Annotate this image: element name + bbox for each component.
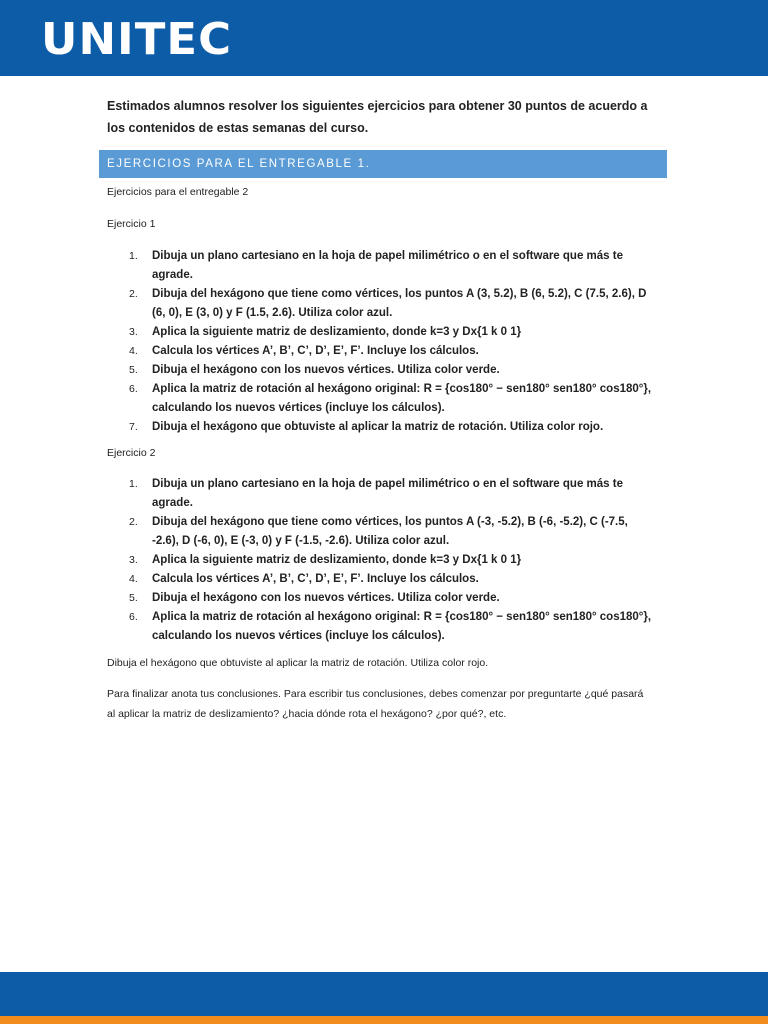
intro-text: Estimados alumnos resolver los siguientes ejercicios para obtener 30 puntos de acuerdo a los contenidos de estas semanas del curso. [107,99,648,135]
list-item: 6. Aplica la matriz de rotación al hexágono original: R = {cos180° − sen180° sen180° cos180°}, calculando los nuevos vértices (incluye los cálculos). [129,383,652,414]
subtitle: Ejercicios para el entregable 2 [107,186,249,198]
unitec-logo: UNITEC [41,14,233,65]
list-item: 4. Calcula los vértices A’, B’, C’, D’, E’, F’. Incluye los cálculos. [129,345,479,357]
list-item: 2. Dibuja del hexágono que tiene como vértices, los puntos A (-3, -5.2), B (-6, -5.2), C (-7.5, -2.6), D (-6, 0), E (-3, 0) y F (-1.5, -2.6). Utiliza color azul. [129,516,628,547]
closing-line: Dibuja el hexágono que obtuviste al aplicar la matriz de rotación. Utiliza color rojo. [107,657,489,669]
ejercicio-1-label: Ejercicio 1 [107,218,156,230]
list-item: 4. Calcula los vértices A’, B’, C’, D’, E’, F’. Incluye los cálculos. [129,573,479,585]
list-item: 1. Dibuja un plano cartesiano en la hoja de papel milimétrico o en el software que más te agrade. [129,250,623,281]
footer-accent-stripe [0,1016,768,1024]
list-item: 1. Dibuja un plano cartesiano en la hoja de papel milimétrico o en el software que más te agrade. [129,478,623,509]
ejercicio-1-list [107,247,652,437]
ejercicio-2-label: Ejercicio 2 [107,447,156,459]
list-item: 3. Aplica la siguiente matriz de deslizamiento, donde k=3 y Dx{1 k 0 1} [129,554,522,566]
list-item: 5. Dibuja el hexágono con los nuevos vértices. Utiliza color verde. [129,592,500,604]
section-title: EJERCICIOS PARA EL ENTREGABLE 1. [107,158,371,170]
section-header [99,150,667,178]
list-item: 7. Dibuja el hexágono que obtuviste al aplicar la matriz de rotación. Utiliza color rojo. [129,421,604,433]
list-item: 6. Aplica la matriz de rotación al hexágono original: R = {cos180° − sen180° sen180° cos180°}, calculando los nuevos vértices (incluye los cálculos). [129,611,652,642]
list-item: 2. Dibuja del hexágono que tiene como vértices, los puntos A (3, 5.2), B (6, 5.2), C (7.5, 2.6), D (6, 0), E (3, 0) y F (1.5, 2.6). Utiliza color azul. [129,288,647,319]
conclusion-paragraph: Para finalizar anota tus conclusiones. Para escribir tus conclusiones, debes comenzar por preguntarte ¿qué pasará al aplicar la matriz de deslizamiento? ¿hacia dónde rota el hexágono? ¿por qué?, etc. [107,688,644,720]
list-item: 5. Dibuja el hexágono con los nuevos vértices. Utiliza color verde. [129,364,500,376]
list-item: 3. Aplica la siguiente matriz de deslizamiento, donde k=3 y Dx{1 k 0 1} [129,326,522,338]
footer-bar [0,972,768,1018]
header-bar [0,0,768,76]
ejercicio-2-list [107,475,652,646]
